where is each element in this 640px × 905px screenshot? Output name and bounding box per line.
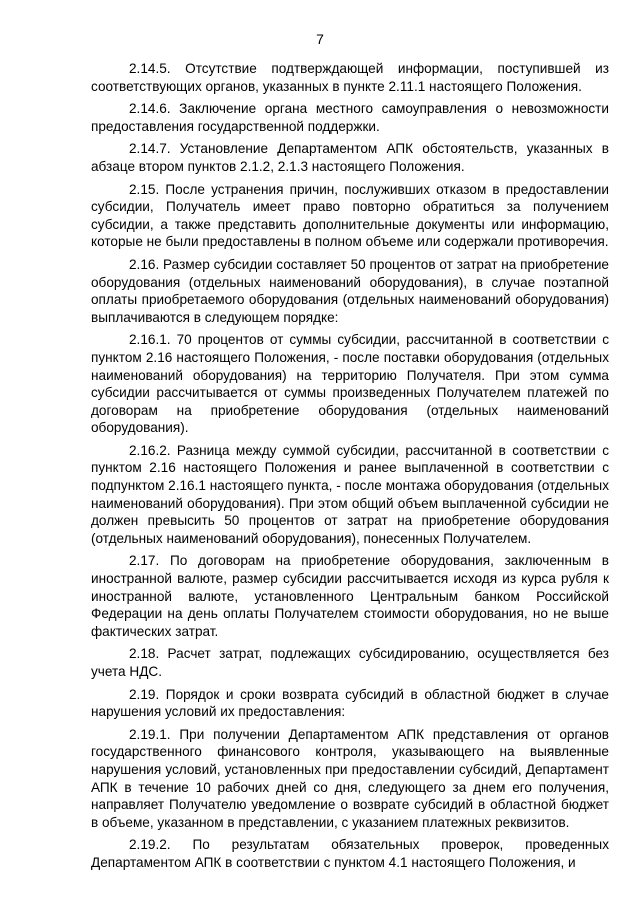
- paragraph-2-18: 2.18. Расчет затрат, подлежащих субсидированию, осуществляется без учета НДС.: [91, 646, 609, 679]
- paragraph-2-16-2: 2.16.2. Разница между суммой субсидии, рассчитанной в соответствии с пунктом 2.16 настоящего Положения и ранее выплаченной в соответствии с подпунктом 2.16.1 настоящего пункта, - после монтажа оборудования (отдельных наименований оборудования). При этом общий объем выплаченной субсидии не должен превысить 50 процентов от затрат на приобретение оборудования (отдельных наименований оборудования), понесенных Получателем.: [91, 442, 609, 546]
- paragraph-2-15: 2.15. После устранения причин, послуживших отказом в предоставлении субсидии, Получатель имеет право повторно обратиться за получением субсидии, а также представить дополнительные документы или информацию, которые не были предоставлены в полном объеме или содержали противоречия.: [91, 181, 609, 250]
- paragraph-2-19-2: 2.19.2. По результатам обязательных проверок, проведенных Департаментом АПК в соответствии с пунктом 4.1 настоящего Положения, и: [91, 837, 609, 870]
- paragraph-2-14-6: 2.14.6. Заключение органа местного самоуправления о невозможности предоставления государственной поддержки.: [91, 101, 609, 134]
- paragraph-2-16-1: 2.16.1. 70 процентов от суммы субсидии, рассчитанной в соответствии с пунктом 2.16 настоящего Положения, - после поставки оборудования (отдельных наименований оборудования) на территорию Получателя. При этом сумма субсидии рассчитывается от суммы произведенных Получателем платежей по договорам на приобретение оборудования (отдельных наименований оборудования).: [91, 332, 609, 436]
- document-body: [91, 60, 609, 877]
- paragraph-2-14-5: 2.14.5. Отсутствие подтверждающей информации, поступившей из соответствующих органов, указанных в пункте 2.11.1 настоящего Положения.: [91, 61, 609, 94]
- paragraph-2-16: 2.16. Размер субсидии составляет 50 процентов от затрат на приобретение оборудования (отдельных наименований оборудования), в случае поэтапной оплаты приобретаемого оборудования (отдельных наименований оборудования) выплачиваются в следующем порядке:: [91, 256, 609, 325]
- paragraph-2-14-7: 2.14.7. Установление Департаментом АПК обстоятельств, указанных в абзаце втором пунктов 2.1.2, 2.1.3 настоящего Положения.: [91, 141, 609, 174]
- paragraph-2-17: 2.17. По договорам на приобретение оборудования, заключенным в иностранной валюте, размер субсидии рассчитывается исходя из курса рубля к иностранной валюте, установленного Центральным банком Российской Федерации на день оплаты Получателем стоимости оборудования, но не выше фактических затрат.: [91, 553, 609, 639]
- paragraph-2-19: 2.19. Порядок и сроки возврата субсидий в областной бюджет в случае нарушения условий их предоставления:: [91, 686, 609, 720]
- page-number: 7: [316, 31, 324, 47]
- paragraph-2-19-1: 2.19.1. При получении Департаментом АПК представления от органов государственного финансового контроля, указывающего на выявленные нарушения условий, установленных при предоставлении субсидий, Департамент АПК в течение 10 рабочих дней со дня, следующего за днем его получения, направляет Получателю уведомление о возврате субсидий в областной бюджет в объеме, указанном в представлении, с указанием платежных реквизитов.: [91, 726, 609, 830]
